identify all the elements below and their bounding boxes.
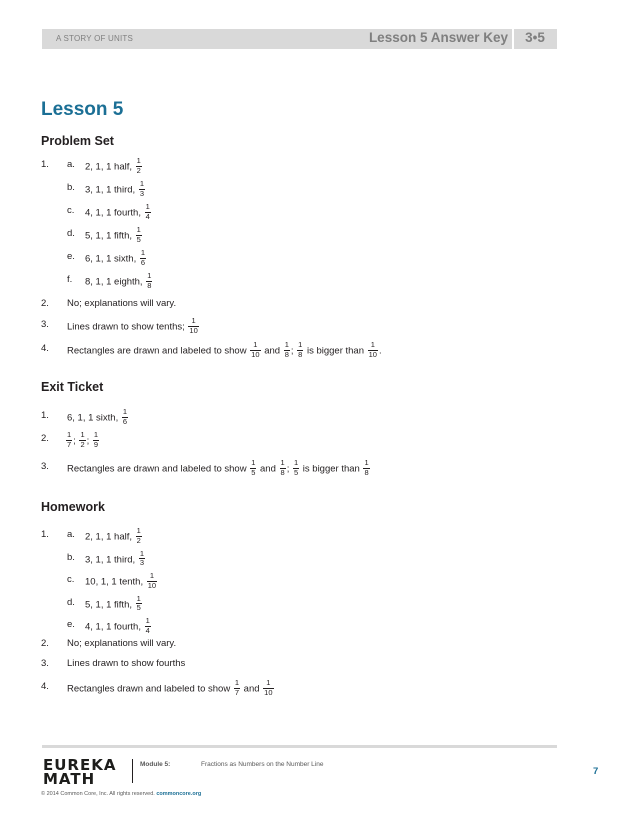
fraction: $\frac{1}{2}$ [136,526,141,545]
answer-text: 3, 1, 1 third, $\frac{1}{3}$ [85,179,144,198]
answer-text: 6, 1, 1 sixth, $\frac{1}{6}$ [67,407,128,426]
fraction: $\frac{1}{4}$ [145,202,150,221]
sub-question-letter: e. [67,619,75,630]
eureka-math-logo [43,758,116,786]
fraction: $\frac{1}{6}$ [140,248,146,267]
answer-text: No; explanations will vary. [67,298,177,309]
module-title: Fractions as Numbers on the Number Line [201,761,324,768]
fraction: $\frac{1}{6}$ [122,407,128,426]
fraction: $\frac{1}{10}$ [189,316,198,335]
fraction: $\frac{1}{7}$ [234,678,240,697]
answer-text: 2, 1, 1 half, $\frac{1}{2}$ [85,526,141,545]
answer-text: Lines drawn to show tenths; $\frac{1}{10}$ [67,316,198,335]
lesson-title: Lesson 5 [41,99,124,120]
page-header [42,29,557,49]
answer-text: 6, 1, 1 sixth, $\frac{1}{6}$ [85,248,146,267]
fraction: $\frac{1}{4}$ [145,616,150,635]
sub-question-letter: c. [67,574,75,585]
answer-text: 2, 1, 1 half, $\frac{1}{2}$ [85,156,141,175]
fraction: $\frac{1}{7}$ [67,430,72,449]
question-number: 2. [41,298,49,309]
fraction: $\frac{1}{9}$ [93,430,99,449]
answer-text: $\frac{1}{7}$ ; $\frac{1}{2}$ ; $\frac{1}{9}$ [67,430,99,449]
sub-question-letter: c. [67,205,75,216]
series-title: A STORY OF UNITS [56,34,133,43]
answer-text: 4, 1, 1 fourth, $\frac{1}{4}$ [85,202,150,221]
module-label: Module 5: [140,761,171,768]
answer-text: 8, 1, 1 eighth, $\frac{1}{8}$ [85,271,152,290]
fraction: $\frac{1}{5}$ [293,458,299,477]
question-number: 1. [41,410,49,421]
fraction: $\frac{1}{10}$ [147,571,157,590]
answer-text: 5, 1, 1 fifth, $\frac{1}{5}$ [85,593,141,612]
logo-line-2: MATH [43,770,96,788]
fraction: $\frac{1}{5}$ [136,225,141,244]
answer-text: 3, 1, 1 third, $\frac{1}{3}$ [85,548,144,567]
sub-question-letter: a. [67,159,75,170]
footer-rule [42,745,557,748]
sub-question-letter: a. [67,529,75,540]
lesson-answer-key-label: Lesson 5 Answer Key [368,30,508,45]
question-number: 3. [41,319,49,330]
fraction: $\frac{1}{8}$ [280,458,285,477]
fraction: $\frac{1}{8}$ [364,458,369,477]
fraction: $\frac{1}{5}$ [251,458,256,477]
fraction: $\frac{1}{10}$ [264,678,273,697]
answer-text: No; explanations will vary. [67,638,177,649]
sub-question-letter: b. [67,551,75,563]
answer-text: Rectangles drawn and labeled to show $\frac{1}{7}$ and $\frac{1}{10}$ [67,678,273,697]
sub-question-letter: f. [67,274,73,285]
homework-heading: Homework [41,500,105,514]
copyright-link[interactable]: commoncore.org [156,791,202,797]
fraction: $\frac{1}{8}$ [298,340,303,359]
answer-text: 4, 1, 1 fourth, $\frac{1}{4}$ [85,616,150,635]
fraction: $\frac{1}{3}$ [139,548,144,567]
answer-text: Rectangles are drawn and labeled to show $\frac{1}{10}$ and $\frac{1}{8}$ ; $\frac{1}{8}$ is bigger than $\frac{1}{10}$ . [67,340,382,359]
question-number: 4. [41,343,49,354]
problem-set-heading: Problem Set [41,134,114,148]
question-number: 4. [41,681,49,692]
question-number: 3. [41,658,49,669]
fraction: $\frac{1}{8}$ [147,271,152,290]
question-number: 3. [41,461,49,472]
page-number: 7 [593,766,599,777]
footer-divider [132,759,133,783]
sub-question-letter: b. [67,182,75,193]
fraction: $\frac{1}{10}$ [368,340,377,359]
fraction: $\frac{1}{2}$ [80,430,85,449]
sub-question-letter: d. [67,228,75,239]
grade-module-badge: 3•5 [525,30,545,45]
header-divider [512,29,514,49]
sub-question-letter: d. [67,596,75,608]
sub-question-letter: e. [67,251,75,262]
fraction: $\frac{1}{2}$ [136,156,141,175]
fraction: $\frac{1}{5}$ [136,593,141,612]
copyright-notice: © 2014 Common Core, Inc. All rights reserved. commoncore.org [41,791,202,797]
fraction: $\frac{1}{8}$ [284,340,289,359]
answer-text: 5, 1, 1 fifth, $\frac{1}{5}$ [85,225,141,244]
answer-text: Lines drawn to show fourths [67,658,186,669]
fraction: $\frac{1}{10}$ [251,340,260,359]
question-number: 2. [41,638,49,649]
fraction: $\frac{1}{3}$ [139,179,144,198]
logo-line-1: EUREKA [43,756,117,774]
exit-ticket-heading: Exit Ticket [41,380,104,394]
answer-text: Rectangles are drawn and labeled to show $\frac{1}{5}$ and $\frac{1}{8}$ ; $\frac{1}{5}$ is bigger than $\frac{1}{8}$ [67,458,369,477]
answer-text: 10, 1, 1 tenth, $\frac{1}{10}$ [85,571,157,590]
question-number: 2. [41,433,49,444]
